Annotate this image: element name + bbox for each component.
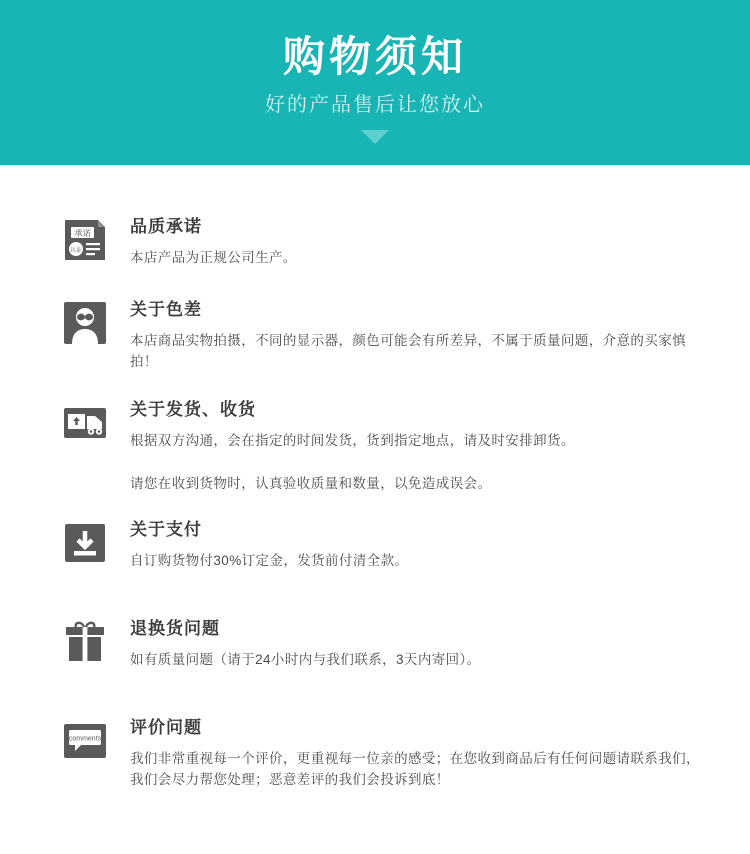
list-item-body	[130, 398, 710, 494]
list-item-text: 本店商品实物拍摄，不同的显示器，颜色可能会有所差异，不属于质量问题，介意的买家慎拍！	[130, 333, 686, 369]
list-item-body	[130, 298, 710, 372]
page-title: 购物须知	[282, 33, 467, 80]
certificate-icon	[62, 217, 108, 263]
comments-icon	[62, 718, 108, 764]
list-item-body	[130, 716, 710, 790]
svg-text:承诺: 承诺	[73, 228, 92, 238]
list-item-body	[130, 617, 710, 670]
svg-text:comments: comments	[68, 735, 102, 743]
list-item-title: 关于色差	[130, 300, 202, 319]
list-item	[0, 298, 750, 372]
list-item	[0, 716, 750, 790]
svg-text:认证: 认证	[69, 248, 83, 254]
person-glasses-icon	[62, 300, 108, 346]
list-item-title: 退换货问题	[130, 619, 220, 638]
list-item-text: 我们非常重视每一个评价，更重视每一位亲的感受；在您收到商品后有任何问题请联系我们，我们会尽力帮您处理；恶意差评的我们会投诉到底！	[130, 751, 700, 787]
list-item-title: 品质承诺	[130, 217, 202, 236]
list-item-title: 关于发货、收货	[130, 400, 256, 419]
list-item-text: 请您在收到货物时，认真验收质量和数量，以免造成误会。	[130, 476, 492, 491]
list-item	[0, 617, 750, 670]
list-item-text: 自订购货物付30%订定金，发货前付清全款。	[130, 553, 409, 568]
list-item	[0, 518, 750, 571]
list-item-body	[130, 518, 710, 571]
download-box-icon	[62, 520, 108, 566]
page-banner	[0, 0, 750, 165]
list-item-text: 本店产品为正规公司生产。	[130, 250, 297, 265]
truck-icon	[62, 400, 108, 446]
list-item	[0, 398, 750, 494]
list-item	[0, 215, 750, 268]
list-item-title: 评价问题	[130, 718, 202, 737]
page-subtitle: 好的产品售后让您放心	[265, 94, 485, 116]
notice-list	[0, 165, 750, 790]
list-item-title: 关于支付	[130, 520, 202, 539]
list-item-body	[130, 215, 710, 268]
list-item-text: 根据双方沟通，会在指定的时间发货，货到指定地点，请及时安排卸货。	[130, 433, 575, 448]
triangle-down-icon	[361, 130, 389, 144]
gift-icon	[62, 619, 108, 665]
list-item-text: 如有质量问题（请于24小时内与我们联系，3天内寄回）。	[130, 652, 481, 667]
